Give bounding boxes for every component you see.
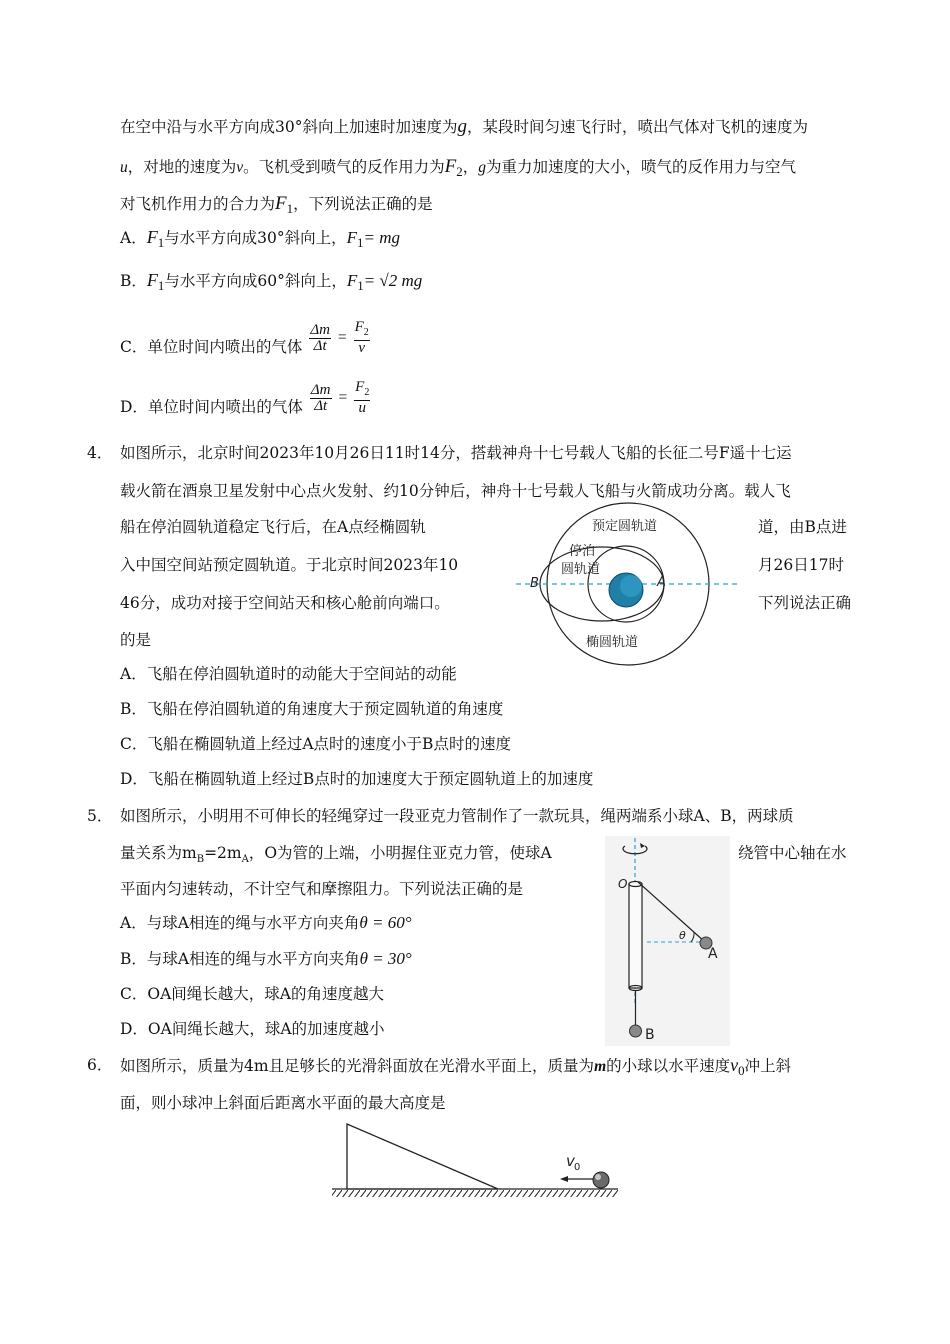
q4-option-a: A．飞船在停泊圆轨道时的动能大于空间站的动能 (120, 665, 457, 683)
q4-line3-right: 道，由B点进 (758, 518, 847, 536)
orbit-diagram (512, 500, 742, 668)
fraction-f2-v: $\frac{F_2}{v}$ (354, 319, 369, 356)
q6-number: 6． (87, 1056, 113, 1074)
q5-line2: 量关系为$m_B=2m_A$，O为管的上端，小明握住亚克力管，使球A (120, 844, 552, 866)
q4-line5-right: 下列说法正确 (758, 594, 852, 612)
incline-wedge (347, 1124, 498, 1189)
q4-option-b: B．飞船在停泊圆轨道的角速度大于预定圆轨道的角速度 (120, 700, 504, 718)
q6-line1: 如图所示，质量为4m且足够长的光滑斜面放在光滑水平面上，质量为m的小球以水平速度$v_0$冲上斜 (120, 1055, 792, 1079)
fraction-f2-u: $\frac{F_2}{u}$ (355, 379, 370, 416)
q6-line2: 面，则小球冲上斜面后距离水平面的最大高度是 (120, 1094, 446, 1112)
label-v-sub: 0 (574, 1162, 581, 1173)
q4-line5-left: 46分，成功对接于空间站天和核心舱前向端口。 (120, 594, 450, 612)
q4-option-c: C．飞船在椭圆轨道上经过A点时的速度小于B点时的速度 (120, 735, 511, 753)
ball-b (630, 1025, 642, 1037)
label-ellipse-orbit: 椭圆轨道 (586, 635, 639, 650)
q5-option-a: A．与球A相连的绳与水平方向夹角θ = 60° (120, 913, 412, 932)
q4-option-d: D．飞船在椭圆轨道上经过B点时的加速度大于预定圆轨道上的加速度 (120, 770, 594, 788)
label-a: A (708, 946, 718, 962)
fraction-dm-dt: $\frac{\Delta m}{\Delta t}$ (310, 321, 330, 354)
label-theta: θ (679, 929, 686, 942)
label-v: v (566, 1152, 575, 1170)
label-o: O (618, 877, 628, 891)
q3-option-b: B．$F_1$与水平方向成60°斜向上，$F_1= √2$ mg (120, 270, 423, 294)
tube-diagram (605, 836, 730, 1046)
q3-line3: 对飞机作用力的合力为$F_1$，下列说法正确的是 (120, 193, 433, 217)
fraction-dm-dt: $\frac{\Delta m}{\Delta t}$ (310, 381, 331, 414)
label-point-a: A (657, 575, 666, 590)
q5-line1: 如图所示，小明用不可伸长的轻绳穿过一段亚克力管制作了一款玩具，绳两端系小球A、B，两球质 (120, 807, 794, 825)
q5-option-c: C．OA间绳长越大，球A的角速度越大 (120, 985, 384, 1003)
q4-line4-left: 入中国空间站预定圆轨道。于北京时间2023年10 (120, 556, 459, 574)
q3-option-a: A．$F_1$与水平方向成30°斜向上，$F_1=$ mg (120, 227, 400, 251)
q3-option-d: D．单位时间内喷出的气体 $\frac{\Delta m}{\Delta t}$ = $\frac{F_2}{u}$ (120, 379, 370, 416)
ball (593, 1172, 609, 1188)
q5-number: 5． (87, 807, 113, 825)
q4-line6: 的是 (120, 631, 152, 649)
label-planned-orbit: 预定圆轨道 (592, 519, 658, 534)
label-point-b: B (530, 576, 539, 591)
q3-option-c: C．单位时间内喷出的气体 $\frac{\Delta m}{\Delta t}$ = $\frac{F_2}{v}$ (120, 319, 369, 356)
acrylic-tube (629, 884, 642, 988)
ground-hatch (332, 1190, 618, 1197)
incline-diagram (330, 1118, 622, 1202)
q5-option-b: B．与球A相连的绳与水平方向夹角θ = 30° (120, 949, 412, 968)
q5-line2-right: 绕管中心轴在水 (738, 844, 847, 862)
q4-line4-right: 月26日17时 (758, 556, 844, 574)
q3-line1: 在空中沿与水平方向成30°斜向上加速时加速度为g，某段时间匀速飞行时，喷出气体对飞机的速度为 (120, 116, 808, 137)
label-b: B (645, 1027, 655, 1043)
q3-line2: u，对地的速度为v。飞机受到喷气的反作用力为$F_2$，g为重力加速度的大小，喷气的反作用力与空气 (120, 156, 797, 180)
q5-line3: 平面内匀速转动，不计空气和摩擦阻力。下列说法正确的是 (120, 880, 524, 898)
q4-line2: 载火箭在酒泉卫星发射中心点火发射、约10分钟后，神舟十七号载人飞船与火箭成功分离。载人飞 (120, 482, 791, 500)
label-parking-2: 圆轨道 (561, 562, 601, 577)
q5-option-d: D．OA间绳长越大，球A的加速度越小 (120, 1020, 385, 1038)
label-parking-1: 停泊 (569, 544, 596, 559)
q4-line1: 如图所示，北京时间2023年10月26日11时14分，搭载神舟十七号载人飞船的长征二号F遥十七运 (120, 444, 792, 462)
q4-number: 4． (87, 444, 113, 462)
q4-line3-left: 船在停泊圆轨道稳定飞行后，在A点经椭圆轨 (120, 518, 426, 536)
